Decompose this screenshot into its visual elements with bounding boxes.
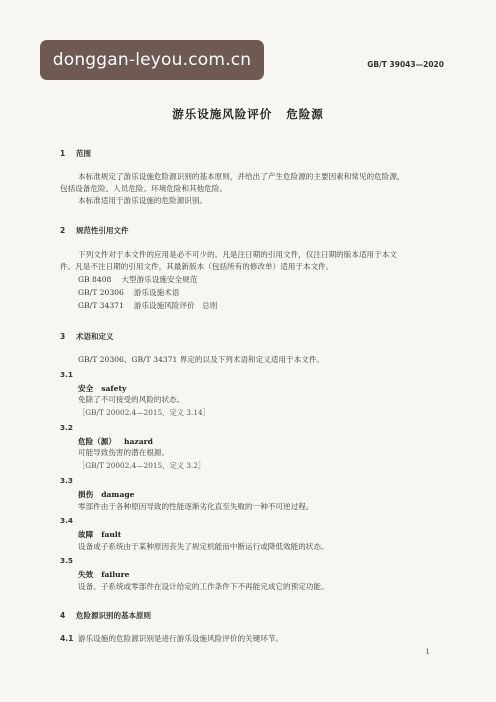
term-3-2-source: ［GB/T 20002.4—2015，定义 3.2］	[78, 461, 206, 470]
term-3-5-definition: 设备、子系统或零部件在设计给定的工作条件下不再能完成它的预定功能。	[78, 582, 329, 591]
term-3-1-title: 安全 safety	[78, 384, 127, 393]
term-3-2-definition: 可能导致伤害的潜在根源。	[78, 448, 170, 457]
term-3-4-number: 3.4	[60, 516, 73, 525]
term-3-3-number: 3.3	[60, 476, 73, 485]
section-1-line-3: 本标准适用于游乐设施的危险源识别。	[78, 196, 208, 205]
normative-ref-2: GB/T 20306 游乐设施术语	[78, 288, 180, 297]
document-title	[0, 106, 496, 122]
title-part-2: 危险源	[286, 107, 324, 121]
normative-ref-3: GB/T 34371 游乐设施风险评价 总则	[78, 301, 218, 310]
term-3-4-title: 故障 fault	[78, 530, 122, 539]
term-3-4-definition: 设备或子系统由于某种原因丧失了规定机能而中断运行或降低效能的状态。	[78, 542, 329, 551]
section-2-line-1: 下列文件对于本文件的应用是必不可少的。凡是注日期的引用文件，仅注日期的版本适用于本文	[78, 250, 397, 259]
term-3-1-number: 3.1	[60, 370, 73, 379]
term-3-1-definition: 免除了不可接受的风险的状态。	[78, 395, 185, 404]
section-4-1-clause: 4.1 游乐设施的危险源识别是进行游乐设施风险评价的关键环节。	[60, 634, 284, 643]
term-3-1-source: ［GB/T 20002.4—2015，定义 3.14］	[78, 408, 210, 417]
section-3-intro: GB/T 20306、GB/T 34371 界定的以及下列术语和定义适用于本文件。	[78, 355, 324, 364]
term-3-5-title: 失效 failure	[78, 570, 130, 579]
term-3-2-number: 3.2	[60, 423, 73, 432]
page-number: 1	[425, 648, 430, 656]
section-1-line-2: 包括设备危险、人员危险、环境危险和其他危险。	[60, 184, 228, 193]
section-2-line-2: 件。凡是不注日期的引用文件，其最新版本（包括所有的修改单）适用于本文件。	[60, 262, 334, 271]
section-1-line-1: 本标准规定了游乐设施危险源识别的基本原则，并给出了产生危险源的主要因素和常见的危险源，	[78, 172, 405, 181]
section-2-heading: 2 规范性引用文件	[60, 226, 129, 235]
title-part-1: 游乐设施风险评价	[172, 107, 273, 121]
term-3-2-title: 危险（源） hazard	[78, 437, 153, 446]
section-3-heading: 3 术语和定义	[60, 332, 114, 341]
section-1-heading: 1 范围	[60, 149, 91, 158]
term-3-5-number: 3.5	[60, 556, 73, 565]
term-3-3-title: 损伤 damage	[78, 490, 135, 499]
section-4-heading: 4 危险源识别的基本原则	[60, 611, 151, 620]
term-3-3-definition: 零部件由于各种原因导致的性能逐渐劣化直至失败的一种不可逆过程。	[78, 502, 314, 511]
standard-number: GB/T 39043—2020	[367, 60, 444, 69]
watermark-banner: donggan-leyou.com.cn	[40, 40, 264, 80]
normative-ref-1: GB 8408 大型游乐设施安全规范	[78, 275, 198, 284]
